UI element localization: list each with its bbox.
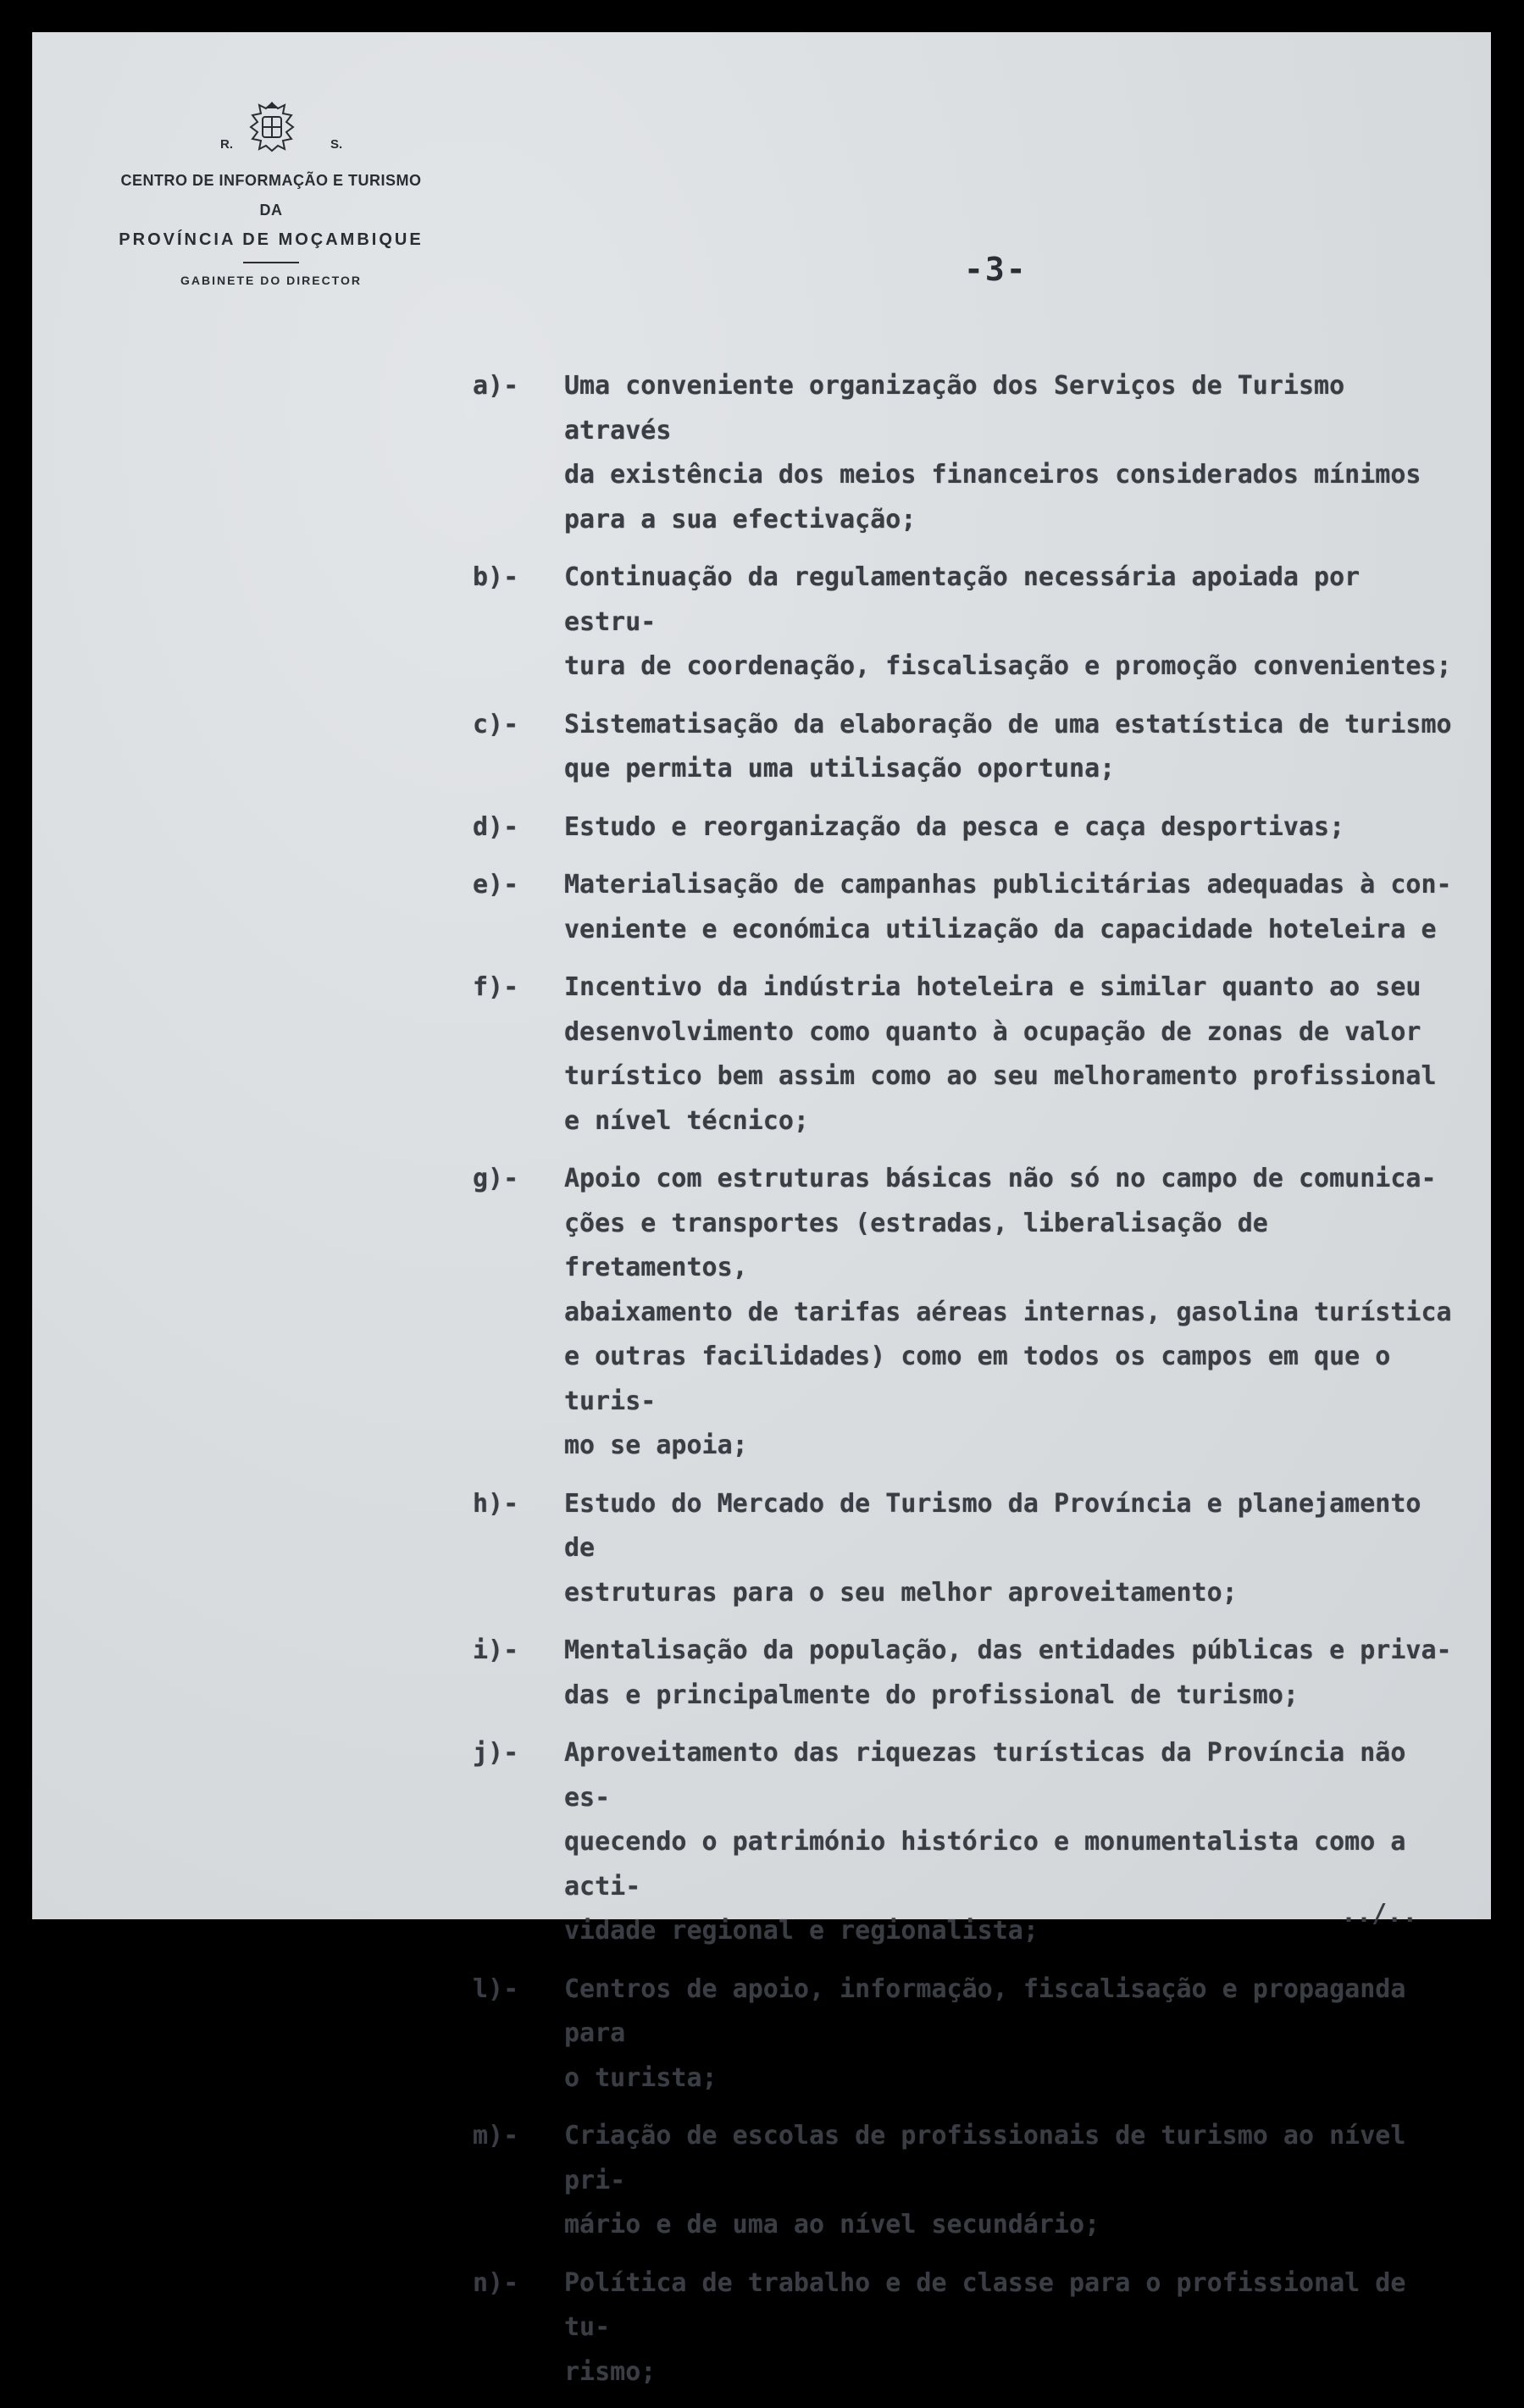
item-text: Uma conveniente organização dos Serviços de Turismo através da existência dos meios financeiros considerados mínimos para a sua efectivação; <box>564 371 1421 534</box>
list-item <box>473 703 1464 792</box>
item-text: Incentivo da indústria hoteleira e similar quanto ao seu desenvolvimento como quanto à ocupação de zonas de valor turístico bem assim como ao seu melhoramento profissional e nível técnico; <box>564 972 1437 1136</box>
item-label: e)- <box>473 870 519 900</box>
item-text: Continuação da regulamentação necessária apoiada por estru- tura de coordenação, fiscalisação e promoção convenientes; <box>564 562 1452 681</box>
list-item <box>473 364 1464 542</box>
list-item <box>473 1968 1464 2101</box>
organization-name-line-2: DA <box>259 202 283 219</box>
letterhead-divider <box>243 262 299 263</box>
item-text: Criação de escolas de profissionais de turismo ao nível pri- mário e de uma ao nível secundário; <box>564 2121 1406 2239</box>
organization-name-line-1: CENTRO DE INFORMAÇÃO E TURISMO <box>120 172 422 189</box>
item-text: Estudo do Mercado de Turismo da Província e planejamento de estruturas para o seu melhor aproveitamento; <box>564 1488 1421 1608</box>
list-item <box>473 2261 1464 2395</box>
item-list <box>473 364 1464 2408</box>
emblem-row <box>93 93 449 166</box>
list-item <box>473 805 1464 850</box>
letterhead-initial-right: S. <box>330 137 343 152</box>
item-label: j)- <box>473 1738 519 1768</box>
list-item <box>473 1731 1464 1954</box>
item-text: Aproveitamento das riquezas turísticas da Província não es- quecendo o património histórico e monumentalista como a acti- vidade regional e regionalista; <box>564 1738 1406 1946</box>
continued-mark: ../.. <box>1341 1899 1418 1929</box>
item-text: Estudo e reorganização da pesca e caça desportivas; <box>564 811 1345 842</box>
item-text: Apoio com estruturas básicas não só no campo de comunica- ções e transportes (estradas, liberalisação de fretamentos, abaixamento de tarifas aéreas internas, gasolina turística e outras facilidades) como em todos os campos em que o turis- mo se apoia; <box>564 1164 1452 1460</box>
item-label: c)- <box>473 709 519 739</box>
list-item <box>473 1157 1464 1469</box>
item-text: Política de trabalho e de classe para o profissional de tu- rismo; <box>564 2267 1406 2387</box>
letterhead <box>93 93 449 287</box>
list-item <box>473 556 1464 689</box>
item-label: n)- <box>473 2267 519 2298</box>
item-label: l)- <box>473 1973 519 2004</box>
list-item <box>473 1482 1464 1616</box>
office-name: GABINETE DO DIRECTOR <box>180 274 362 287</box>
letterhead-initial-left: R. <box>220 137 233 152</box>
item-label: d)- <box>473 811 519 842</box>
list-item <box>473 1629 1464 1718</box>
item-text: Centros de apoio, informação, fiscalisação e propaganda para o turista; <box>564 1973 1406 2093</box>
list-item <box>473 2114 1464 2248</box>
list-item <box>473 863 1464 952</box>
item-text: Materialisação de campanhas publicitárias adequadas à con- veniente e económica utilização da capacidade hoteleira e <box>564 870 1452 944</box>
list-item <box>473 966 1464 1143</box>
item-label: a)- <box>473 371 519 401</box>
item-label: b)- <box>473 562 519 592</box>
document-page <box>32 32 1491 2387</box>
coat-of-arms-icon <box>244 100 300 154</box>
item-label: f)- <box>473 972 519 1002</box>
item-label: h)- <box>473 1488 519 1519</box>
page-number: -3- <box>964 251 1028 288</box>
item-label: m)- <box>473 2121 519 2151</box>
item-label: g)- <box>473 1164 519 1193</box>
item-text: Sistematisação da elaboração de uma estatística de turismo que permita uma utilisação oportuna; <box>564 709 1452 783</box>
item-text: Mentalisação da população, das entidades públicas e priva- das e principalmente do profissional de turismo; <box>564 1636 1452 1710</box>
item-label: i)- <box>473 1636 519 1665</box>
organization-name-line-3: PROVÍNCIA DE MOÇAMBIQUE <box>119 230 424 249</box>
